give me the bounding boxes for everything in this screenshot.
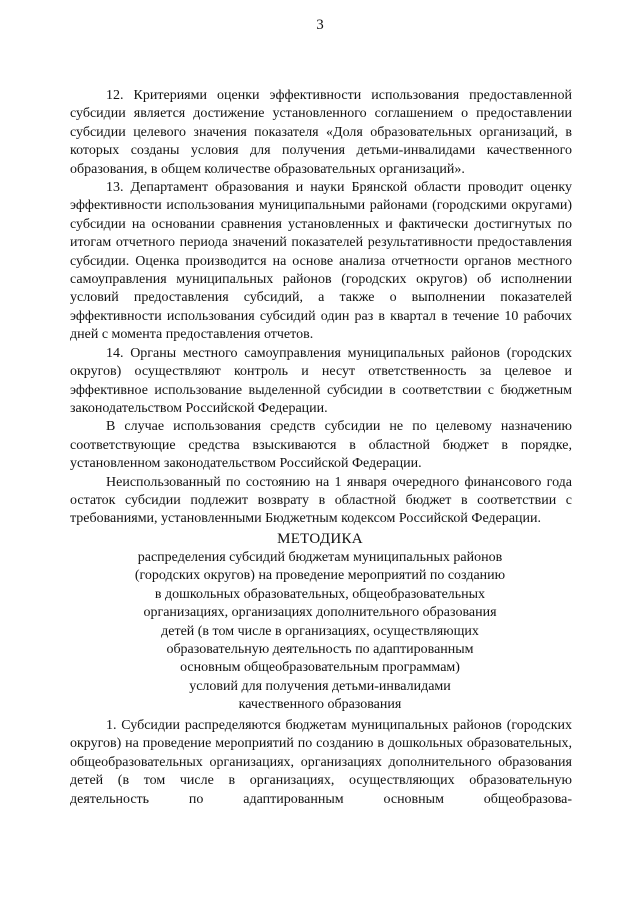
subtitle-line: основным общеобразовательным программам) <box>180 660 460 676</box>
paragraph-methodology-1: 1. Субсидии распределяются бюджетам муниципальных районов (городских округов) на проведение мероприятий по созданию в дошкольных образовательных, общеобразовательных организациях, организациях дополнительного образования детей (в том числе в организациях, осуществляющих образовательную деятельность по адаптированным основным общеобразова- <box>70 718 572 807</box>
subtitle-line: качественного образования <box>238 697 402 713</box>
page-number: 3 <box>316 17 324 33</box>
subtitle-line: образовательную деятельность по адаптированным <box>166 642 474 658</box>
subtitle-line: организациях, организациях дополнительного образования <box>143 605 497 621</box>
paragraph-misuse: В случае использования средств субсидии не по целевому назначению соответствующие средства взыскиваются в областной бюджет в порядке, установленном законодательством Российской Федерации. <box>70 419 572 472</box>
subtitle-line: (городских округов) на проведение мероприятий по созданию <box>134 568 506 584</box>
methodology-subtitle <box>90 549 550 715</box>
document-body-top <box>70 87 572 529</box>
document-body-bottom <box>70 717 572 809</box>
paragraph-unused-balance: Неиспользованный по состоянию на 1 января очередного финансового года остаток субсидии подлежит возврату в областной бюджет в соответствии с требованиями, установленными Бюджетным кодексом Российской Федерации. <box>70 474 572 527</box>
paragraph-14: 14. Органы местного самоуправления муниципальных районов (городских округов) осуществляют контроль и несут ответственность за целевое и эффективное использование выделенной субсидии в соответствии с бюджетным законодательством Российской Федерации. <box>70 345 572 416</box>
subtitle-line: детей (в том числе в организациях, осуществляющих <box>161 623 479 639</box>
subtitle-line: в дошкольных образовательных, общеобразовательных <box>154 586 486 602</box>
subtitle-line: условий для получения детьми-инвалидами <box>189 678 451 694</box>
paragraph-12: 12. Критериями оценки эффективности использования предоставленной субсидии является достижение установленного соглашением о предоставлении субсидии целевого значения показателя «Доля образовательных организаций, в которых созданы условия для получения детьми-инвалидами качественного образования, в общем количестве образовательных организаций». <box>70 88 572 177</box>
paragraph-13: 13. Департамент образования и науки Брянской области проводит оценку эффективности использования муниципальными районами (городскими округами) субсидии на основании сравнения установленных и фактически достигнутых по итогам отчетного периода значений показателей результативности предоставления субсидии. Оценка производится на основе анализа отчетности органов местного самоуправления муниципальных районов (городских округов) об исполнении условий предоставления субсидий, а также о выполнении показателей эффективности использования субсидий один раз в квартал в течение 10 рабочих дней с момента предоставления отчетов. <box>70 180 572 343</box>
methodology-title: МЕТОДИКА <box>277 531 363 547</box>
subtitle-line: распределения субсидий бюджетам муниципальных районов <box>137 550 503 565</box>
